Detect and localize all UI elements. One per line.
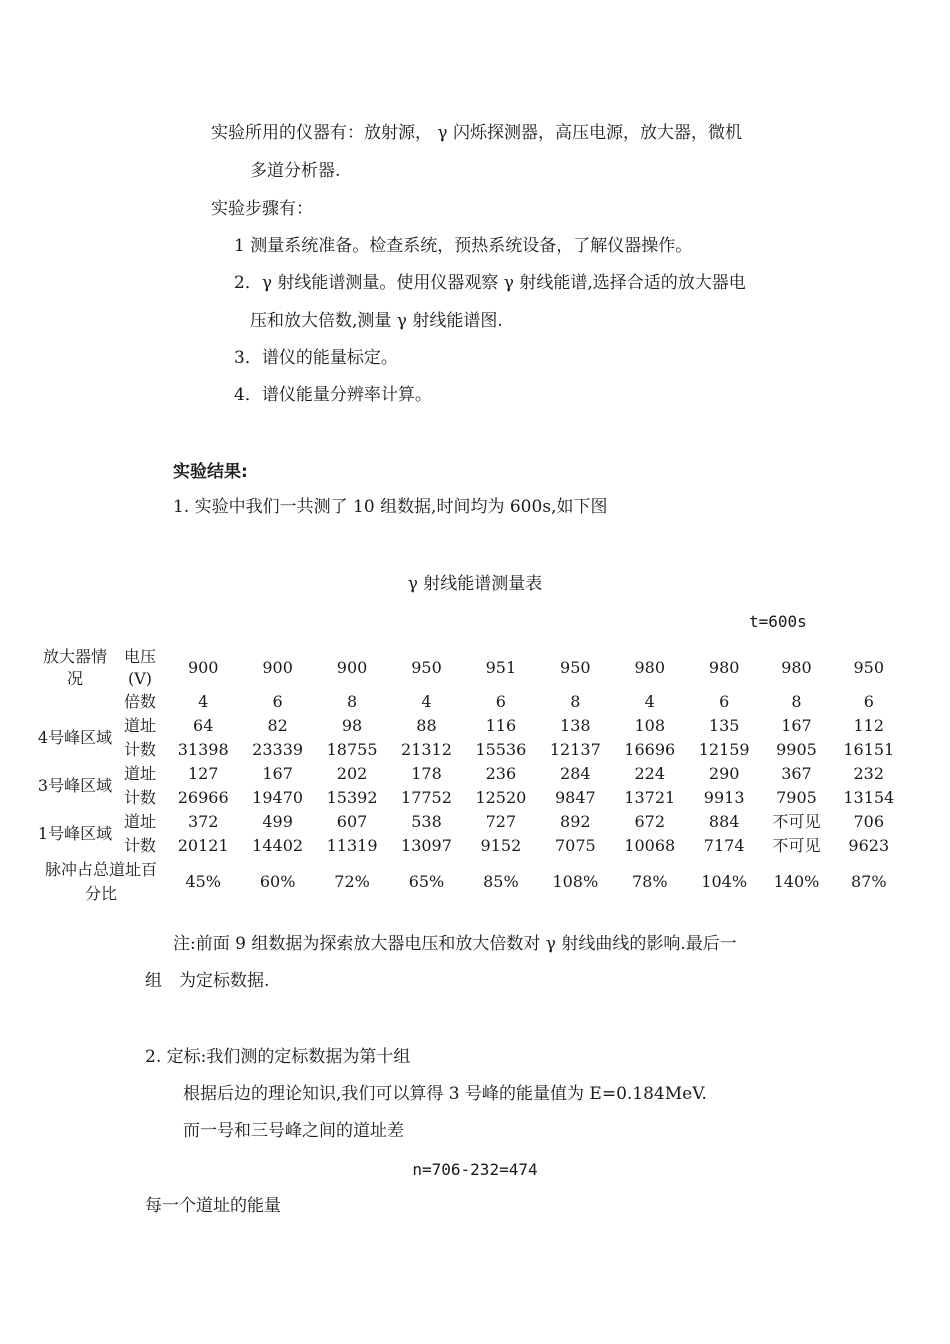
table-cell: 82: [267, 716, 288, 735]
calibration-line-1: 根据后边的理论知识,我们可以算得 3 号峰的能量值为 E=0.184MeV.: [183, 1084, 707, 1104]
table-row: [36, 738, 906, 762]
table-cell: 892: [560, 812, 591, 831]
table-cell: 367: [781, 764, 812, 783]
table-cell: 108%: [552, 872, 599, 891]
table-cell: 8: [346, 692, 358, 711]
table-cell: 45%: [185, 872, 221, 891]
table-cell: 6: [272, 692, 283, 711]
table-row: [36, 714, 906, 738]
table-cell: 4: [198, 692, 209, 711]
table-cell: 236: [485, 764, 517, 783]
voltage-label: 电压(V): [123, 647, 156, 688]
steps-heading: 实验步骤有：: [211, 199, 313, 219]
table-cell: 13097: [401, 836, 452, 855]
table-cell: 127: [187, 764, 219, 783]
table-cell: 78%: [631, 872, 668, 891]
table-cell: 12137: [549, 740, 601, 759]
instruments-line-1: 实验所用的仪器有：放射源， γ 闪烁探测器，高压电源，放大器，微机: [211, 123, 742, 143]
step-3: 3．谱仪的能量标定。: [234, 348, 398, 368]
step-2-line-2: 压和放大倍数,测量 γ 射线能谱图.: [250, 311, 503, 331]
table-row: [36, 786, 906, 810]
table-cell: 18755: [326, 740, 378, 759]
table-cell: 607: [336, 812, 368, 831]
table-cell: 20121: [177, 836, 229, 855]
table-cell: 7905: [776, 788, 817, 807]
calibration-formula: n=706-232=474: [412, 1160, 538, 1179]
table-cell: 6: [495, 692, 506, 711]
table-row: [36, 834, 906, 858]
table-cell: 672: [634, 812, 666, 831]
table-cell: 224: [634, 764, 666, 783]
calibration-line-2: 而一号和三号峰之间的道址差: [183, 1121, 404, 1141]
table-cell: 64: [193, 716, 214, 735]
step-4: 4．谱仪能量分辨率计算。: [234, 385, 432, 405]
table-cell: 900: [187, 658, 219, 677]
table-cell: 88: [416, 716, 437, 735]
table-cell: 65%: [408, 872, 445, 891]
table-cell: 980: [634, 658, 666, 677]
table-cell: 499: [262, 812, 293, 831]
table-cell: 98: [341, 716, 363, 735]
table-row: [36, 858, 906, 906]
table-cell: 13721: [624, 788, 676, 807]
table-cell: 135: [708, 716, 740, 735]
table-cell: 951: [485, 658, 517, 677]
table-cell: 950: [853, 658, 885, 677]
peak1-label: 1号峰区域: [37, 824, 113, 843]
address-label: 道址: [123, 812, 156, 831]
table-cell: 72%: [334, 872, 370, 891]
table-cell: 9905: [776, 740, 817, 759]
table-cell: 9152: [480, 836, 522, 855]
pulse-label: 脉冲占总道址百分比: [44, 860, 157, 903]
table-cell: 167: [781, 716, 812, 735]
table-cell: 23339: [252, 740, 304, 759]
table-cell: 6: [719, 692, 730, 711]
empty-cell: [36, 690, 114, 714]
table-cell: 884: [708, 812, 740, 831]
table-cell: 202: [336, 764, 368, 783]
table-cell: 31398: [177, 740, 229, 759]
table-cell: 167: [262, 764, 293, 783]
table-cell: 26966: [177, 788, 229, 807]
table-cell: 7075: [554, 836, 596, 855]
results-item-1: 1. 实验中我们一共测了 10 组数据,时间均为 600s,如下图: [173, 497, 608, 517]
table-cell: 727: [485, 812, 517, 831]
amp-label: 放大器情况: [42, 647, 107, 688]
table-cell: 706: [853, 812, 885, 831]
time-note: t=600s: [749, 612, 807, 631]
table-cell: 11319: [326, 836, 378, 855]
table-cell: 4: [421, 692, 432, 711]
table-row: [36, 762, 906, 786]
table-cell: 12520: [475, 788, 527, 807]
table-cell: 不可见: [772, 836, 821, 855]
table-cell: 980: [708, 658, 740, 677]
table-cell: 980: [781, 658, 812, 677]
table-cell: 112: [853, 716, 885, 735]
table-cell: 不可见: [772, 812, 821, 831]
table-cell: 16696: [624, 740, 676, 759]
table-cell: 950: [560, 658, 591, 677]
table-row: [36, 646, 906, 690]
table-cell: 9847: [554, 788, 596, 807]
table-cell: 372: [187, 812, 219, 831]
table-cell: 8: [570, 692, 581, 711]
table-cell: 87%: [851, 872, 887, 891]
table-cell: 900: [336, 658, 368, 677]
table-cell: 284: [560, 764, 591, 783]
table-cell: 6: [863, 692, 874, 711]
table-cell: 17752: [401, 788, 452, 807]
table-cell: 232: [853, 764, 885, 783]
table-cell: 116: [485, 716, 517, 735]
table-cell: 15392: [326, 788, 378, 807]
address-label: 道址: [123, 764, 156, 783]
peak3-label: 3号峰区域: [37, 776, 113, 795]
multiple-label: 倍数: [123, 692, 156, 711]
results-heading: 实验结果:: [173, 462, 248, 482]
table-cell: 8: [791, 692, 802, 711]
calibration-line-3: 每一个道址的能量: [145, 1196, 281, 1216]
calibration-heading: 2. 定标:我们测的定标数据为第十组: [145, 1047, 411, 1067]
table-cell: 85%: [483, 872, 519, 891]
table-cell: 108: [634, 716, 666, 735]
table-cell: 12159: [698, 740, 750, 759]
table-cell: 290: [708, 764, 740, 783]
table-cell: 900: [262, 658, 293, 677]
table-cell: 9913: [703, 788, 745, 807]
table-cell: 13154: [843, 788, 895, 807]
gamma-spectrum-table: [36, 646, 906, 906]
note-line-1: 注:前面 9 组数据为探索放大器电压和放大倍数对 γ 射线曲线的影响.最后一: [173, 934, 737, 954]
table-row: [36, 810, 906, 834]
table-cell: 140%: [773, 872, 820, 891]
table-cell: 60%: [259, 872, 296, 891]
table-cell: 16151: [843, 740, 895, 759]
table-cell: 14402: [252, 836, 304, 855]
instruments-line-2: 多道分析器.: [250, 161, 341, 181]
table-cell: 10068: [624, 836, 676, 855]
table-cell: 178: [411, 764, 442, 783]
table-cell: 7174: [703, 836, 745, 855]
table-cell: 15536: [475, 740, 527, 759]
table-cell: 538: [411, 812, 442, 831]
table-cell: 104%: [701, 872, 748, 891]
table-title: γ 射线能谱测量表: [407, 574, 543, 594]
count-label: 计数: [123, 740, 156, 759]
table-cell: 21312: [401, 740, 452, 759]
step-2-line-1: 2．γ 射线能谱测量。使用仪器观察 γ 射线能谱,选择合适的放大器电: [234, 273, 746, 293]
table-cell: 138: [560, 716, 591, 735]
table-row: [36, 690, 906, 714]
step-1: 1 测量系统准备。检查系统，预热系统设备，了解仪器操作。: [234, 236, 693, 256]
table-cell: 19470: [252, 788, 304, 807]
peak4-label: 4号峰区域: [37, 728, 113, 747]
table-cell: 950: [411, 658, 442, 677]
address-label: 道址: [123, 716, 156, 735]
count-label: 计数: [123, 836, 156, 855]
table-cell: 4: [644, 692, 655, 711]
count-label: 计数: [123, 788, 156, 807]
table-cell: 9623: [848, 836, 890, 855]
note-line-2: 组 为定标数据.: [145, 971, 270, 991]
